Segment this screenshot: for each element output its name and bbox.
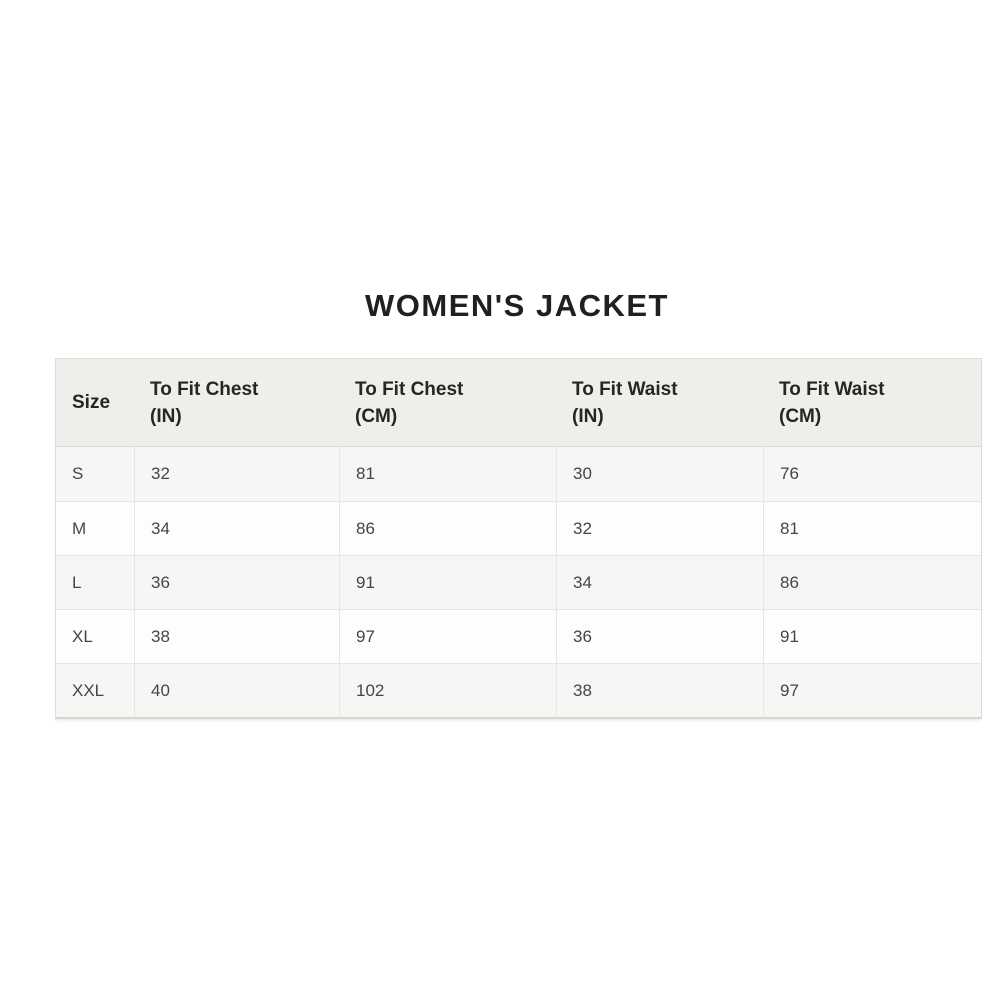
size-cell: XXL: [56, 663, 134, 717]
column-header-chest-cm: [339, 359, 556, 447]
table-row-l: [56, 555, 981, 609]
column-header-waist-cm-measure: To Fit Waist: [779, 378, 885, 400]
table-row-xxl: [56, 663, 981, 717]
size-cell: M: [56, 501, 134, 555]
column-header-waist-in-measure: To Fit Waist: [572, 378, 678, 400]
column-header-size-label: Size: [72, 392, 111, 413]
chest-in-cell: 38: [134, 609, 339, 663]
page-title: WOMEN'S JACKET: [365, 288, 669, 323]
column-header-waist-in-unit: (IN): [572, 405, 604, 427]
column-header-waist-in: [556, 359, 763, 447]
chest-cm-cell: 81: [339, 447, 556, 501]
waist-cm-cell: 97: [763, 663, 981, 717]
size-cell: XL: [56, 609, 134, 663]
chest-cm-cell: 91: [339, 555, 556, 609]
size-chart-table: [55, 358, 982, 719]
table-row-xl: [56, 609, 981, 663]
chest-cm-cell: 102: [339, 663, 556, 717]
waist-in-cell: 32: [556, 501, 763, 555]
column-header-waist-cm-unit: (CM): [779, 405, 822, 427]
size-cell: L: [56, 555, 134, 609]
column-header-chest-in-measure: To Fit Chest: [150, 378, 259, 400]
chest-cm-cell: 97: [339, 609, 556, 663]
waist-in-cell: 34: [556, 555, 763, 609]
size-cell: S: [56, 447, 134, 501]
chest-in-cell: 36: [134, 555, 339, 609]
waist-cm-cell: 86: [763, 555, 981, 609]
chest-in-cell: 40: [134, 663, 339, 717]
chest-in-cell: 34: [134, 501, 339, 555]
column-header-waist-cm: [763, 359, 981, 447]
waist-cm-cell: 81: [763, 501, 981, 555]
header-row: [56, 359, 981, 447]
column-header-chest-cm-unit: (CM): [355, 405, 398, 427]
chest-cm-cell: 86: [339, 501, 556, 555]
waist-cm-cell: 91: [763, 609, 981, 663]
table-row-m: [56, 501, 981, 555]
column-header-chest-cm-measure: To Fit Chest: [355, 378, 464, 400]
column-header-size: [56, 359, 134, 447]
column-header-chest-in: [134, 359, 339, 447]
waist-in-cell: 30: [556, 447, 763, 501]
chest-in-cell: 32: [134, 447, 339, 501]
waist-in-cell: 38: [556, 663, 763, 717]
table-row-s: [56, 447, 981, 501]
waist-in-cell: 36: [556, 609, 763, 663]
column-header-chest-in-unit: (IN): [150, 405, 182, 427]
waist-cm-cell: 76: [763, 447, 981, 501]
